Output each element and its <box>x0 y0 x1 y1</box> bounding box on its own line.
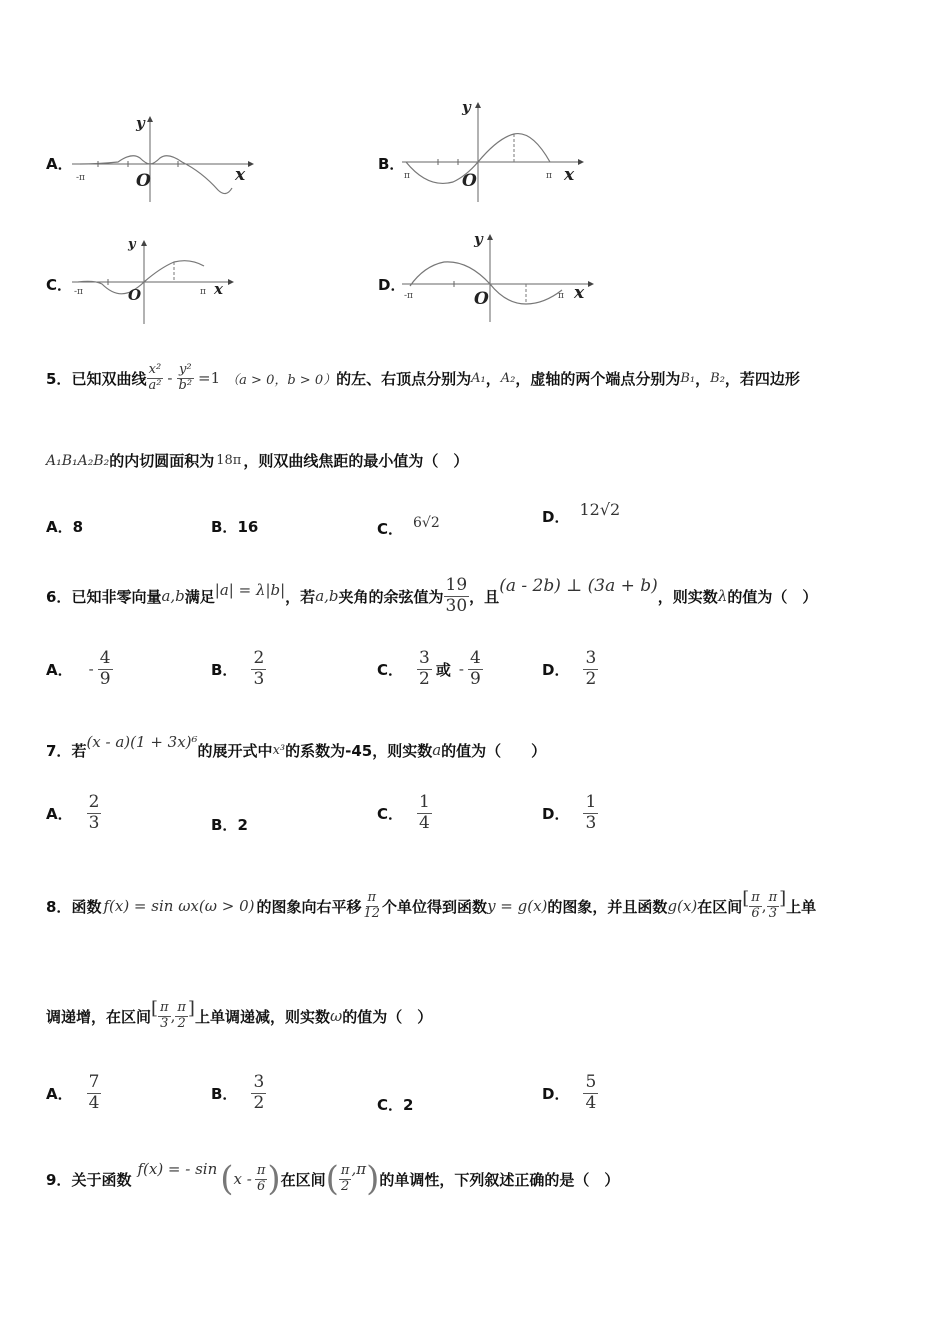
option-d[interactable] <box>542 1070 598 1116</box>
option-label: C． <box>377 804 404 823</box>
numerator: π <box>256 1162 266 1178</box>
numerator: 1 <box>585 791 597 812</box>
y-label: y <box>474 230 483 248</box>
question-number: 8． <box>46 897 72 916</box>
question-number: 5． <box>46 369 72 388</box>
question-number: 7． <box>46 741 72 760</box>
fraction <box>251 649 266 689</box>
numerator: π <box>340 1162 350 1178</box>
equals-one: =1 <box>198 369 221 387</box>
q8-stem-line2 <box>46 988 432 1044</box>
fraction <box>87 1073 102 1113</box>
math: A₁ <box>471 370 486 386</box>
option-c[interactable] <box>377 790 432 836</box>
math: g(x) <box>667 897 698 915</box>
numerator: 1 <box>419 791 430 812</box>
math: ω <box>329 1007 343 1025</box>
q8-text: 上单调递减，则实数 <box>194 1007 330 1026</box>
q5-text: 已知双曲线 <box>71 369 147 388</box>
graph-d <box>398 226 598 326</box>
q6-text: ，若 <box>285 587 316 606</box>
math: A₂ <box>500 370 516 386</box>
math: a <box>432 741 442 759</box>
math: (a - 2b) ⊥ (3a + b) <box>499 576 658 596</box>
q8-text: 的图象向右平移 <box>256 897 362 916</box>
denominator: 3 <box>160 1015 169 1031</box>
q6-stem <box>46 560 817 632</box>
bracket-close: ] <box>187 997 195 1019</box>
denominator: 30 <box>445 595 468 616</box>
numerator: 3 <box>253 1071 265 1092</box>
math: |a| = λ|b| <box>214 581 286 599</box>
comma: , <box>761 897 767 915</box>
denominator: 2 <box>177 1015 186 1031</box>
numerator: π <box>177 999 186 1015</box>
q6-text: ，则实数 <box>657 587 718 606</box>
option-label: C． <box>377 520 404 538</box>
denominator: 2 <box>253 1092 265 1113</box>
x-label: x <box>214 280 223 298</box>
q6-text: 满足 <box>184 587 215 606</box>
fraction <box>583 793 598 833</box>
math: f(x) = - sin <box>137 1160 218 1178</box>
option-value: 2 <box>237 816 248 834</box>
denominator: 2 <box>341 1178 350 1194</box>
option-value: 8 <box>72 518 84 536</box>
bracket-open: [ <box>151 997 159 1019</box>
q8-text: 函数 <box>71 897 102 916</box>
numerator: 4 <box>469 647 481 668</box>
denominator: b² <box>178 377 193 393</box>
option-label: A． <box>46 804 73 823</box>
y-label: y <box>128 237 136 252</box>
numerator: y² <box>178 361 192 377</box>
fraction <box>362 891 383 922</box>
origin-label: O <box>474 289 489 309</box>
math: a,b <box>315 587 339 605</box>
paren-open: ( <box>220 1159 234 1199</box>
fraction <box>158 1001 171 1032</box>
fraction <box>339 1164 352 1195</box>
option-value: 16 <box>237 518 259 536</box>
option-value: 2 <box>403 1096 414 1114</box>
q5-text: ，则双曲线焦距的最小值为（ ） <box>243 452 469 470</box>
q5-text: 的左、右顶点分别为 <box>336 369 472 388</box>
option-label: D． <box>542 660 570 679</box>
question-number: 9． <box>46 1170 72 1189</box>
q7-text: 的系数为-45，则实数 <box>285 741 433 760</box>
option-label: B． <box>378 155 405 173</box>
condition: （a > 0，b > 0） <box>226 372 337 388</box>
q6-text: 已知非零向量 <box>71 587 162 606</box>
q8-text: 的值为（ ） <box>342 1007 433 1026</box>
option-d[interactable] <box>542 790 598 836</box>
denominator: 3 <box>768 905 777 921</box>
option-b[interactable] <box>211 646 266 692</box>
q8-text: 在区间 <box>697 897 743 916</box>
fraction <box>87 793 102 833</box>
fraction <box>468 649 483 689</box>
q9-text: 的单调性，下列叙述正确的是（ ） <box>379 1170 620 1189</box>
q5-text: ，虚轴的两个端点分别为 <box>515 369 681 388</box>
option-value: 6√2 <box>413 515 440 531</box>
origin-label: O <box>136 171 151 191</box>
origin-label: O <box>128 286 142 304</box>
fraction <box>767 891 780 922</box>
numerator: 19 <box>445 574 468 595</box>
option-a[interactable] <box>46 790 101 836</box>
denominator: 6 <box>751 905 760 921</box>
q9-text: 关于函数 <box>71 1170 132 1189</box>
option-b[interactable] <box>211 516 258 537</box>
denominator: a² <box>148 377 162 393</box>
math: f(x) = sin ωx(ω > 0) <box>103 897 255 915</box>
tick-label: -π <box>76 173 85 183</box>
q6-text: 的值为（ ） <box>727 587 818 606</box>
y-label: y <box>136 114 145 132</box>
option-label: D． <box>542 804 570 823</box>
option-label: D． <box>542 508 570 526</box>
minus: - <box>458 660 464 678</box>
numerator: 2 <box>253 647 265 668</box>
tick-label: π <box>200 287 206 297</box>
sep: ， <box>485 369 501 388</box>
tick-label: -π <box>404 291 413 301</box>
denominator: 4 <box>585 1092 597 1113</box>
graph-b <box>398 94 588 206</box>
option-label: D． <box>378 276 406 294</box>
or-text: 或 <box>435 660 451 679</box>
option-c[interactable] <box>377 646 483 692</box>
option-b[interactable] <box>211 814 248 835</box>
denominator: 3 <box>253 668 265 689</box>
fraction <box>583 1073 598 1113</box>
numerator: 3 <box>585 647 597 668</box>
x-label: x <box>574 283 585 303</box>
numerator: 2 <box>88 791 100 812</box>
x-label: x <box>235 165 246 185</box>
math: λ <box>717 587 728 605</box>
numerator: 4 <box>99 647 111 668</box>
numerator: π <box>751 889 760 905</box>
math: (x - a)(1 + 3x)⁶ <box>86 733 198 751</box>
tick-label: π <box>558 291 564 301</box>
option-b[interactable] <box>211 1070 266 1116</box>
option-label: B． <box>211 816 238 834</box>
option-label: B． <box>211 1084 238 1103</box>
q9-stem <box>46 1152 619 1206</box>
numerator: 3 <box>419 647 430 668</box>
tick-label: π <box>404 171 410 181</box>
numerator: x² <box>148 361 162 377</box>
math: x - <box>233 1170 252 1188</box>
q7-text: 的值为（ ） <box>441 741 547 760</box>
math: y = g(x) <box>487 897 548 915</box>
origin-label: O <box>462 171 477 191</box>
fraction <box>583 649 598 689</box>
minus: - <box>167 369 173 387</box>
fraction <box>98 649 113 689</box>
fraction <box>177 363 195 394</box>
q5-stem-line2 <box>46 450 468 471</box>
fraction <box>146 363 163 394</box>
x-label: x <box>564 165 575 185</box>
denominator: 12 <box>363 905 381 921</box>
q7-stem <box>46 732 546 768</box>
fraction <box>175 1001 188 1032</box>
option-a[interactable] <box>46 646 113 692</box>
option-label: D． <box>542 1084 570 1103</box>
option-c[interactable] <box>377 508 440 539</box>
option-label: A． <box>46 518 73 536</box>
option-label: A． <box>46 1084 73 1103</box>
fraction <box>417 649 432 689</box>
option-label: A． <box>46 155 73 173</box>
y-label: y <box>462 98 471 116</box>
numerator: π <box>768 889 778 905</box>
q8-text: 上单 <box>786 897 817 916</box>
q5-text: 的内切圆面积为 <box>109 452 215 470</box>
tick-label: -π <box>74 287 83 297</box>
q8-stem-line1 <box>46 876 816 936</box>
q7-text: 的展开式中 <box>197 741 273 760</box>
q7-text: 若 <box>71 741 87 760</box>
option-d[interactable] <box>542 646 598 692</box>
option-value: 12√2 <box>579 500 621 519</box>
question-number: 6． <box>46 587 72 606</box>
graph-c <box>68 232 238 328</box>
q5-text: ，若四边形 <box>724 369 800 388</box>
option-label: C． <box>377 660 404 679</box>
denominator: 6 <box>256 1178 266 1194</box>
comma: , <box>170 1007 176 1025</box>
numerator: π <box>367 889 377 905</box>
paren-open: ( <box>325 1159 339 1199</box>
option-a[interactable] <box>46 1070 101 1116</box>
math: B₁ <box>680 370 696 386</box>
option-label: C． <box>46 276 73 294</box>
option-c[interactable] <box>377 1094 413 1115</box>
math: A₁B₁A₂B₂ <box>46 452 110 469</box>
q8-text: 的图象，并且函数 <box>547 897 668 916</box>
paren-close: ) <box>366 1159 380 1199</box>
numerator: 7 <box>88 1071 100 1092</box>
denominator: 9 <box>469 668 481 689</box>
denominator: 2 <box>419 668 430 689</box>
q8-text: 个单位得到函数 <box>382 897 488 916</box>
fraction <box>255 1164 268 1195</box>
denominator: 9 <box>99 668 111 689</box>
denominator: 3 <box>585 812 597 833</box>
option-d[interactable] <box>542 500 621 527</box>
numerator: 5 <box>585 1071 597 1092</box>
bracket-close: ] <box>779 887 787 909</box>
option-label: B． <box>211 518 238 536</box>
q6-text: ，且 <box>469 587 500 606</box>
denominator: 4 <box>88 1092 100 1113</box>
sep: ， <box>695 369 711 388</box>
bracket-open: [ <box>742 887 750 909</box>
math: ,π <box>351 1160 367 1178</box>
graph-a <box>68 108 258 204</box>
option-label: B． <box>211 660 238 679</box>
denominator: 3 <box>88 812 100 833</box>
math: 18π <box>216 453 242 468</box>
fraction <box>444 576 470 616</box>
denominator: 4 <box>419 812 430 833</box>
fraction <box>749 891 762 922</box>
paren-close: ) <box>267 1159 281 1199</box>
fraction <box>417 793 432 833</box>
math: x³ <box>272 742 286 758</box>
option-label: A． <box>46 660 73 679</box>
denominator: 2 <box>585 668 597 689</box>
numerator: π <box>160 999 169 1015</box>
tick-label: π <box>546 171 552 181</box>
q8-text: 调递增，在区间 <box>46 1007 152 1026</box>
q6-text: 夹角的余弦值为 <box>338 587 444 606</box>
option-label: C． <box>377 1096 404 1114</box>
q9-text: 在区间 <box>280 1170 326 1189</box>
minus: - <box>88 660 94 678</box>
fraction <box>251 1073 266 1113</box>
option-a[interactable] <box>46 516 83 537</box>
math: B₂ <box>710 370 725 386</box>
q5-stem-line1 <box>46 346 800 410</box>
math: a,b <box>161 587 185 605</box>
